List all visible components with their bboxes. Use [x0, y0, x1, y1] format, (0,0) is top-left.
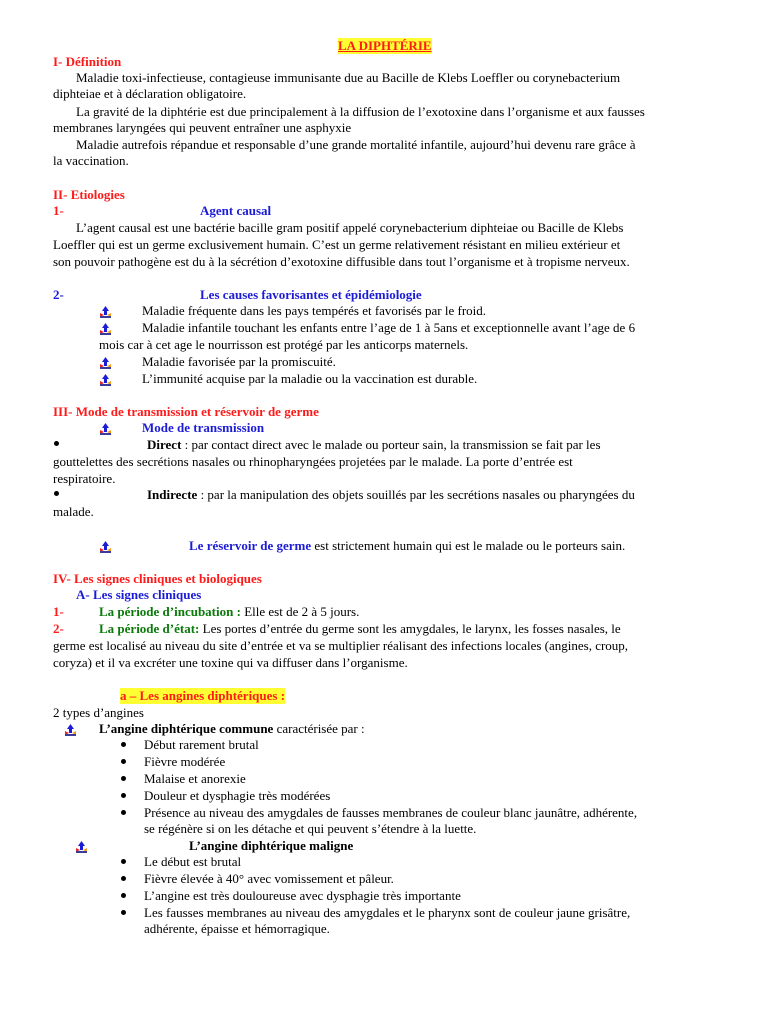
bullet-dot [121, 776, 126, 781]
commune-text: caractérisée par : [273, 721, 365, 736]
subsection-number: 2- [53, 287, 64, 302]
list-item: Fièvre élevée à 40° avec vomissement et pâleur. [144, 871, 394, 886]
reservoir-line [189, 538, 625, 554]
subsection-number: 2- [53, 621, 64, 636]
paragraph-line: coryza) et il va excréter une toxine qui va diffuser dans l’organisme. [53, 655, 408, 670]
section-3-heading: III- Mode de transmission et réservoir de germe [53, 404, 319, 419]
list-item: L’angine est très douloureuse avec dysphagie très importante [144, 888, 461, 903]
list-item: Le début est brutal [144, 854, 242, 869]
list-item-continued: mois car à cet age le nourrisson est protégé par les anticorps maternels. [99, 337, 469, 352]
list-item: Les fausses membranes au niveau des amygdales et le pharynx sont de couleur jaune grisâtre, [144, 905, 631, 920]
paragraph-line: gouttelettes des secrétions nasales ou rhinopharyngées projetées par le malade. La porte d’entrée est [53, 454, 573, 469]
reservoir-label: Le réservoir de germe [189, 538, 312, 553]
list-item: Maladie infantile touchant les enfants entre l’age de 1 à 5ans et exceptionnelle avant l’age de 6 [142, 320, 636, 335]
incubation-text: Elle est de 2 à 5 jours. [240, 604, 360, 619]
bullet-dot [121, 893, 126, 898]
types-line: 2 types d’angines [53, 705, 144, 720]
paragraph-line: respiratoire. [53, 471, 116, 486]
bullet-dot [121, 859, 126, 864]
angines-heading: a – Les angines diphtériques : [120, 688, 286, 703]
direct-line [147, 437, 601, 453]
paragraph-line: membranes laryngées qui peuvent entraîner une asphyxie [53, 120, 352, 135]
paragraph-line: la vaccination. [53, 153, 129, 168]
etat-label: La période d’état: [99, 621, 200, 636]
subsection-number: 1- [53, 604, 64, 619]
indirect-label: Indirecte [147, 487, 198, 502]
bullet-dot [121, 793, 126, 798]
arrow-bullet-icon [100, 541, 111, 554]
arrow-bullet-icon [100, 323, 111, 336]
list-item: Douleur et dysphagie très modérées [144, 788, 331, 803]
list-item: Malaise et anorexie [144, 771, 246, 786]
subsection-mode-transmission: Mode de transmission [142, 420, 265, 435]
bullet-dot [121, 742, 126, 747]
arrow-bullet-icon [100, 423, 111, 436]
paragraph-line: son pouvoir pathogène est du à la sécrétion d’exotoxine diffusible dans tout l’organisme et à tropisme nerveux. [53, 254, 630, 269]
list-item: Présence au niveau des amygdales de fausses membranes de couleur blanc jaunâtre, adhérente, [144, 805, 638, 820]
page-title: LA DIPHTÉRIE [338, 38, 432, 53]
section-2-heading: II- Etiologies [53, 187, 125, 202]
bullet-dot [121, 876, 126, 881]
etat-line [99, 621, 621, 637]
etat-text: Les portes d’entrée du germe sont les amygdales, le larynx, les fosses nasales, le [199, 621, 621, 636]
bullet-dot [121, 810, 126, 815]
list-item-continued: se régénère si on les détache et qui peuvent s’étendre à la luette. [144, 821, 477, 836]
paragraph-line: Loeffler qui est un germe exclusivement humain. C’est un germe relativement résistant en milieu extérieur et [53, 237, 621, 252]
incubation-label: La période d’incubation : [99, 604, 241, 619]
subsection-signes-cliniques: A- Les signes cliniques [76, 587, 202, 602]
indirect-text: : par la manipulation des objets souillés par les secrétions nasales ou pharyngées du [197, 487, 635, 502]
list-item: L’immunité acquise par la maladie ou la vaccination est durable. [142, 371, 478, 386]
paragraph-line: Maladie toxi-infectieuse, contagieuse immunisante due au Bacille de Klebs Loeffler ou corynebacterium [76, 70, 621, 85]
list-item-continued: adhérente, épaisse et hémorragique. [144, 921, 330, 936]
section-1-heading: I- Définition [53, 54, 122, 69]
paragraph-line: L’agent causal est une bactérie bacille gram positif appelé corynebacterium diphteiae ou Bacille de Klebs [76, 220, 624, 235]
subsection-number: 1- [53, 203, 64, 218]
bullet-dot [54, 491, 59, 496]
section-4-heading: IV- Les signes cliniques et biologiques [53, 571, 262, 586]
bullet-dot [121, 759, 126, 764]
indirect-line [147, 487, 635, 503]
commune-line [99, 721, 365, 737]
bullet-dot [121, 910, 126, 915]
arrow-bullet-icon [100, 306, 111, 319]
arrow-bullet-icon [100, 357, 111, 370]
commune-label: L’angine diphtérique commune [99, 721, 274, 736]
maligne-label: L’angine diphtérique maligne [189, 838, 354, 853]
list-item: Fièvre modérée [144, 754, 226, 769]
paragraph-line: malade. [53, 504, 94, 519]
incubation-line [99, 604, 359, 620]
arrow-bullet-icon [100, 374, 111, 387]
paragraph-line: Maladie autrefois répandue et responsable d’une grande mortalité infantile, aujourd’hui devenu rare grâce à [76, 137, 636, 152]
direct-label: Direct [147, 437, 182, 452]
list-item: Maladie fréquente dans les pays tempérés et favorisés par le froid. [142, 303, 487, 318]
subsection-causes: Les causes favorisantes et épidémiologie [200, 287, 422, 302]
paragraph-line: La gravité de la diphtérie est due principalement à la diffusion de l’exotoxine dans l’organisme et aux fausses [76, 104, 645, 119]
list-item: Maladie favorisée par la promiscuité. [142, 354, 336, 369]
bullet-dot [54, 441, 59, 446]
paragraph-line: germe est localisé au niveau du site d’entrée et va se multiplier réalisant des infections locales (angines, croup, [53, 638, 629, 653]
reservoir-text: est strictement humain qui est le malade ou le porteurs sain. [311, 538, 626, 553]
direct-text: : par contact direct avec le malade ou porteur sain, la transmission se fait par les [181, 437, 601, 452]
arrow-bullet-icon [65, 724, 76, 737]
subsection-agent-causal: Agent causal [200, 203, 272, 218]
arrow-bullet-icon [76, 841, 87, 854]
paragraph-line: diphteiae et à déclaration obligatoire. [53, 86, 247, 101]
list-item: Début rarement brutal [144, 737, 259, 752]
